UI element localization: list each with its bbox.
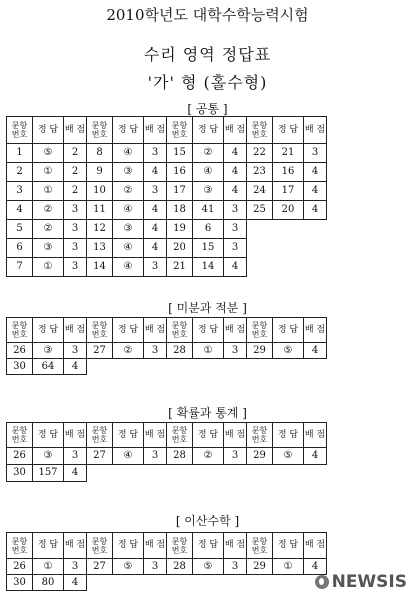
newsis-logo-text: NEWSIS (331, 572, 407, 592)
exam-title: 2010학년도 대학수학능력시험 (106, 6, 309, 24)
point-value: 3 (64, 220, 87, 239)
answer-value: ① (33, 163, 64, 182)
point-value: 3 (144, 144, 167, 163)
col-header-points: 배 점 (224, 423, 247, 448)
question-number: 29 (247, 343, 273, 359)
question-number: 15 (167, 144, 193, 163)
header-row (7, 318, 327, 343)
question-number: 12 (87, 220, 113, 239)
question-number: 5 (7, 220, 33, 239)
col-header-points: 배 점 (224, 318, 247, 343)
col-header-answer: 정 답 (113, 533, 144, 559)
answer-value: ④ (113, 258, 144, 277)
question-number: 29 (247, 448, 273, 465)
question-number: 11 (87, 201, 113, 220)
answer-value: 17 (273, 182, 304, 201)
col-header-answer: 정 답 (113, 423, 144, 448)
question-number: 28 (167, 448, 193, 465)
question-number: 23 (247, 163, 273, 182)
empty-cell (247, 220, 273, 239)
col-header-answer: 정 답 (273, 533, 304, 559)
question-number: 28 (167, 343, 193, 359)
table-row (7, 559, 327, 575)
question-number: 26 (7, 559, 33, 575)
col-header-points: 배 점 (224, 117, 247, 144)
answer-value: 6 (193, 220, 224, 239)
question-number: 27 (87, 343, 113, 359)
newsis-logo-icon (315, 575, 329, 589)
section-label: [ 공통 ] (187, 102, 228, 116)
col-header-answer: 정 답 (33, 533, 64, 559)
empty-cell (247, 359, 273, 375)
question-number: 18 (167, 201, 193, 220)
answer-value: 14 (193, 258, 224, 277)
answer-value: ⑤ (273, 343, 304, 359)
answer-value: ⑤ (193, 559, 224, 575)
answer-value: ② (193, 144, 224, 163)
col-header-number: 문항 번호 (7, 423, 33, 448)
answer-value: ④ (113, 144, 144, 163)
col-header-points: 배 점 (144, 318, 167, 343)
col-header-answer: 정 답 (273, 423, 304, 448)
point-value: 3 (304, 144, 327, 163)
answer-value: ③ (193, 182, 224, 201)
empty-cell (113, 359, 144, 375)
empty-cell (167, 575, 193, 591)
answer-table (6, 532, 327, 591)
col-header-points: 배 점 (144, 533, 167, 559)
point-value: 3 (64, 343, 87, 359)
col-header-points: 배 점 (64, 423, 87, 448)
section-label: [ 확률과 통계 ] (168, 406, 247, 420)
question-number: 6 (7, 239, 33, 258)
table-row (7, 144, 327, 163)
col-header-points: 배 점 (304, 117, 327, 144)
table-row (7, 201, 327, 220)
answer-value: ⑤ (33, 144, 64, 163)
question-number: 1 (7, 144, 33, 163)
question-number: 7 (7, 258, 33, 277)
point-value: 4 (144, 163, 167, 182)
empty-cell (224, 359, 247, 375)
empty-cell (87, 575, 113, 591)
table-row (7, 359, 327, 375)
empty-cell (273, 465, 304, 482)
empty-cell (247, 465, 273, 482)
point-value: 3 (224, 239, 247, 258)
question-number: 8 (87, 144, 113, 163)
col-header-number: 문항 번호 (247, 117, 273, 144)
header-row (7, 423, 327, 448)
answer-table (6, 116, 327, 277)
empty-cell (304, 239, 327, 258)
col-header-answer: 정 답 (273, 318, 304, 343)
col-header-points: 배 점 (304, 533, 327, 559)
point-value: 3 (64, 239, 87, 258)
empty-cell (87, 465, 113, 482)
col-header-answer: 정 답 (33, 318, 64, 343)
answer-value: 20 (273, 201, 304, 220)
col-header-points: 배 점 (64, 533, 87, 559)
col-header-number: 문항 번호 (167, 117, 193, 144)
question-number: 9 (87, 163, 113, 182)
question-number: 27 (87, 559, 113, 575)
answer-value: ⑤ (113, 559, 144, 575)
table-row (7, 182, 327, 201)
answer-value: ④ (113, 239, 144, 258)
point-value: 4 (304, 448, 327, 465)
col-header-points: 배 점 (304, 318, 327, 343)
answer-value: 41 (193, 201, 224, 220)
point-value: 3 (144, 182, 167, 201)
point-value: 4 (144, 239, 167, 258)
question-number: 10 (87, 182, 113, 201)
question-number: 19 (167, 220, 193, 239)
point-value: 3 (144, 559, 167, 575)
empty-cell (304, 465, 327, 482)
question-number: 27 (87, 448, 113, 465)
answer-table (6, 317, 327, 375)
col-header-number: 문항 번호 (167, 423, 193, 448)
question-number: 4 (7, 201, 33, 220)
col-header-answer: 정 답 (193, 318, 224, 343)
point-value: 4 (64, 575, 87, 591)
answer-value: 21 (273, 144, 304, 163)
point-value: 4 (304, 201, 327, 220)
answer-value: ② (113, 343, 144, 359)
point-value: 2 (64, 163, 87, 182)
answer-key-title: 수리 영역 정답표 (143, 45, 272, 64)
empty-cell (193, 465, 224, 482)
newsis-watermark (315, 572, 407, 592)
answer-value: 16 (273, 163, 304, 182)
exam-type-title: '가' 형 (홀수형) (147, 73, 268, 92)
col-header-points: 배 점 (144, 423, 167, 448)
point-value: 4 (304, 559, 327, 575)
point-value: 3 (64, 559, 87, 575)
col-header-answer: 정 답 (273, 117, 304, 144)
empty-cell (167, 465, 193, 482)
table-row (7, 239, 327, 258)
answer-value: ⑤ (273, 448, 304, 465)
question-number: 30 (7, 465, 33, 482)
empty-cell (113, 465, 144, 482)
point-value: 3 (224, 343, 247, 359)
point-value: 4 (304, 343, 327, 359)
answer-value: ① (193, 343, 224, 359)
point-value: 4 (304, 163, 327, 182)
table-row (7, 343, 327, 359)
question-number: 13 (87, 239, 113, 258)
point-value: 2 (64, 144, 87, 163)
col-header-points: 배 점 (64, 117, 87, 144)
answer-value: ① (273, 559, 304, 575)
point-value: 3 (144, 258, 167, 277)
answer-value: ① (33, 559, 64, 575)
empty-cell (144, 359, 167, 375)
empty-cell (247, 575, 273, 591)
empty-cell (273, 220, 304, 239)
point-value: 4 (224, 144, 247, 163)
answer-value: ① (33, 182, 64, 201)
point-value: 4 (64, 465, 87, 482)
empty-cell (193, 359, 224, 375)
answer-value: 80 (33, 575, 64, 591)
col-header-number: 문항 번호 (87, 117, 113, 144)
empty-cell (304, 359, 327, 375)
empty-cell (224, 575, 247, 591)
point-value: 3 (144, 448, 167, 465)
question-number: 28 (167, 559, 193, 575)
col-header-number: 문항 번호 (87, 533, 113, 559)
section-label: [ 미분과 적분 ] (168, 301, 247, 315)
empty-cell (224, 465, 247, 482)
answer-value: ② (33, 201, 64, 220)
answer-value: 15 (193, 239, 224, 258)
answer-value: 157 (33, 465, 64, 482)
col-header-points: 배 점 (144, 117, 167, 144)
table-row (7, 258, 327, 277)
col-header-answer: 정 답 (113, 117, 144, 144)
col-header-answer: 정 답 (193, 533, 224, 559)
question-number: 21 (167, 258, 193, 277)
point-value: 3 (64, 258, 87, 277)
empty-cell (304, 258, 327, 277)
point-value: 3 (224, 559, 247, 575)
question-number: 20 (167, 239, 193, 258)
col-header-number: 문항 번호 (7, 318, 33, 343)
col-header-answer: 정 답 (113, 318, 144, 343)
col-header-number: 문항 번호 (87, 423, 113, 448)
empty-cell (144, 575, 167, 591)
empty-cell (247, 239, 273, 258)
answer-value: 64 (33, 359, 64, 375)
question-number: 25 (247, 201, 273, 220)
question-number: 24 (247, 182, 273, 201)
point-value: 3 (224, 201, 247, 220)
empty-cell (193, 575, 224, 591)
answer-value: ② (33, 220, 64, 239)
answer-value: ③ (33, 239, 64, 258)
answer-value: ③ (33, 448, 64, 465)
col-header-number: 문항 번호 (7, 533, 33, 559)
section-label: [ 이산수학 ] (175, 514, 240, 528)
point-value: 3 (144, 343, 167, 359)
answer-value: ③ (113, 163, 144, 182)
empty-cell (167, 359, 193, 375)
question-number: 3 (7, 182, 33, 201)
answer-value: ① (33, 258, 64, 277)
empty-cell (144, 465, 167, 482)
col-header-points: 배 점 (304, 423, 327, 448)
question-number: 26 (7, 448, 33, 465)
empty-cell (273, 239, 304, 258)
point-value: 2 (64, 182, 87, 201)
empty-cell (273, 359, 304, 375)
empty-cell (273, 575, 304, 591)
empty-cell (304, 220, 327, 239)
table-row (7, 448, 327, 465)
empty-cell (247, 258, 273, 277)
col-header-number: 문항 번호 (247, 318, 273, 343)
point-value: 4 (144, 220, 167, 239)
point-value: 3 (224, 220, 247, 239)
point-value: 4 (224, 182, 247, 201)
answer-value: ② (193, 448, 224, 465)
question-number: 14 (87, 258, 113, 277)
answer-value: ④ (193, 163, 224, 182)
point-value: 4 (224, 163, 247, 182)
point-value: 3 (64, 201, 87, 220)
header-row (7, 533, 327, 559)
table-row (7, 575, 327, 591)
answer-value: ④ (113, 448, 144, 465)
col-header-number: 문항 번호 (247, 423, 273, 448)
point-value: 4 (224, 258, 247, 277)
header-row (7, 117, 327, 144)
point-value: 4 (144, 201, 167, 220)
col-header-points: 배 점 (64, 318, 87, 343)
table-row (7, 220, 327, 239)
col-header-number: 문항 번호 (87, 318, 113, 343)
question-number: 16 (167, 163, 193, 182)
question-number: 30 (7, 575, 33, 591)
col-header-number: 문항 번호 (167, 318, 193, 343)
question-number: 26 (7, 343, 33, 359)
col-header-answer: 정 답 (193, 117, 224, 144)
empty-cell (113, 575, 144, 591)
answer-value: ④ (113, 201, 144, 220)
answer-table (6, 422, 327, 482)
question-number: 29 (247, 559, 273, 575)
col-header-number: 문항 번호 (167, 533, 193, 559)
question-number: 2 (7, 163, 33, 182)
question-number: 17 (167, 182, 193, 201)
col-header-number: 문항 번호 (247, 533, 273, 559)
table-row (7, 465, 327, 482)
point-value: 3 (64, 448, 87, 465)
col-header-answer: 정 답 (193, 423, 224, 448)
answer-value: ③ (113, 220, 144, 239)
answer-value: ② (113, 182, 144, 201)
empty-cell (87, 359, 113, 375)
col-header-number: 문항 번호 (7, 117, 33, 144)
point-value: 4 (304, 182, 327, 201)
empty-cell (273, 258, 304, 277)
answer-value: ③ (33, 343, 64, 359)
col-header-points: 배 점 (224, 533, 247, 559)
col-header-answer: 정 답 (33, 117, 64, 144)
question-number: 30 (7, 359, 33, 375)
point-value: 4 (64, 359, 87, 375)
table-row (7, 163, 327, 182)
point-value: 3 (224, 448, 247, 465)
question-number: 22 (247, 144, 273, 163)
col-header-answer: 정 답 (33, 423, 64, 448)
